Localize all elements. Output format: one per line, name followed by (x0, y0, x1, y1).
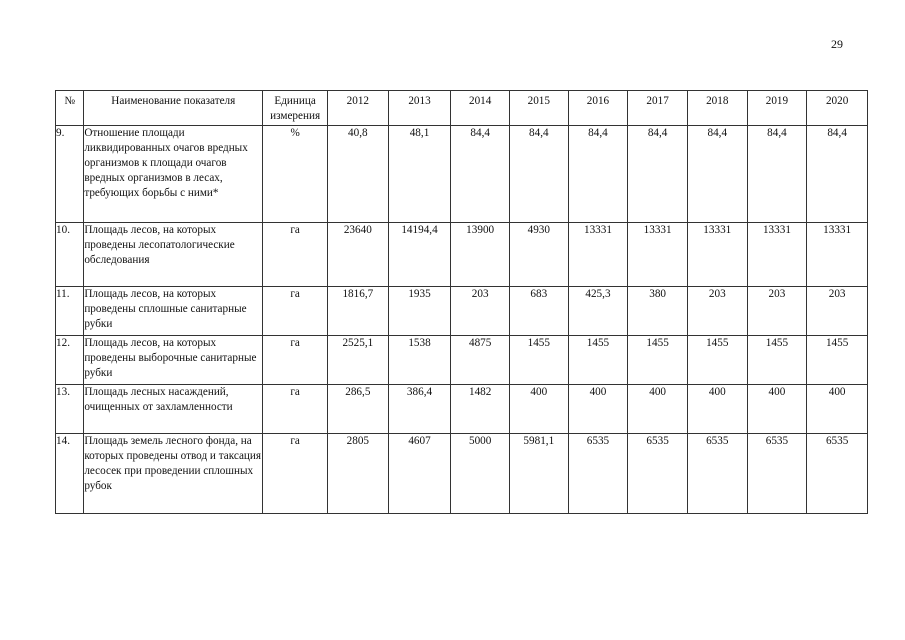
column-header-2020: 2020 (807, 91, 868, 126)
value-cell-2020: 1455 (807, 336, 868, 385)
value-cell-2012: 40,8 (327, 126, 388, 223)
indicator-name: Отношение площади ликвидированных очагов вредных организмов к площади очагов вредных организмов в лесах, требующих борьбы с ними* (84, 126, 263, 223)
value-cell-2018: 84,4 (687, 126, 747, 223)
value-cell-2018: 1455 (687, 336, 747, 385)
indicator-name: Площадь лесов, на которых проведены сплошные санитарные рубки (84, 287, 263, 336)
value-cell-2015: 5981,1 (509, 434, 568, 514)
column-header-2017: 2017 (628, 91, 688, 126)
value-cell-2017: 13331 (628, 223, 688, 287)
table-row (56, 385, 868, 434)
value-cell-2020: 13331 (807, 223, 868, 287)
row-number: 10. (56, 223, 84, 287)
column-header-2014: 2014 (451, 91, 510, 126)
unit-cell: га (263, 287, 328, 336)
row-number: 12. (56, 336, 84, 385)
value-cell-2015: 4930 (509, 223, 568, 287)
row-number: 11. (56, 287, 84, 336)
value-cell-2019: 84,4 (747, 126, 807, 223)
unit-cell: % (263, 126, 328, 223)
value-cell-2017: 6535 (628, 434, 688, 514)
column-header-2013: 2013 (388, 91, 451, 126)
value-cell-2012: 2525,1 (327, 336, 388, 385)
row-number: 14. (56, 434, 84, 514)
value-cell-2017: 1455 (628, 336, 688, 385)
column-header-2012: 2012 (327, 91, 388, 126)
column-header-name: Наименование показателя (84, 91, 263, 126)
column-header-2015: 2015 (509, 91, 568, 126)
value-cell-2013: 14194,4 (388, 223, 451, 287)
value-cell-2012: 23640 (327, 223, 388, 287)
value-cell-2012: 1816,7 (327, 287, 388, 336)
value-cell-2016: 425,3 (568, 287, 628, 336)
value-cell-2016: 1455 (568, 336, 628, 385)
column-header-2016: 2016 (568, 91, 628, 126)
value-cell-2015: 683 (509, 287, 568, 336)
unit-cell: га (263, 434, 328, 514)
indicators-table (55, 90, 868, 514)
value-cell-2016: 84,4 (568, 126, 628, 223)
value-cell-2014: 84,4 (451, 126, 510, 223)
value-cell-2014: 203 (451, 287, 510, 336)
row-number: 13. (56, 385, 84, 434)
value-cell-2019: 203 (747, 287, 807, 336)
value-cell-2018: 203 (687, 287, 747, 336)
value-cell-2014: 13900 (451, 223, 510, 287)
unit-cell: га (263, 385, 328, 434)
value-cell-2016: 13331 (568, 223, 628, 287)
value-cell-2012: 2805 (327, 434, 388, 514)
column-header-number: № (56, 91, 84, 126)
value-cell-2013: 48,1 (388, 126, 451, 223)
indicator-name: Площадь земель лесного фонда, на которых проведены отвод и таксация лесосек при проведении сплошных рубок (84, 434, 263, 514)
table-row (56, 434, 868, 514)
value-cell-2018: 400 (687, 385, 747, 434)
table-row (56, 126, 868, 223)
value-cell-2020: 84,4 (807, 126, 868, 223)
value-cell-2016: 6535 (568, 434, 628, 514)
table-row (56, 223, 868, 287)
row-number: 9. (56, 126, 84, 223)
value-cell-2015: 400 (509, 385, 568, 434)
value-cell-2019: 400 (747, 385, 807, 434)
value-cell-2020: 6535 (807, 434, 868, 514)
unit-cell: га (263, 223, 328, 287)
value-cell-2017: 400 (628, 385, 688, 434)
value-cell-2018: 6535 (687, 434, 747, 514)
value-cell-2014: 5000 (451, 434, 510, 514)
value-cell-2018: 13331 (687, 223, 747, 287)
page-number: 29 (831, 37, 843, 51)
value-cell-2020: 400 (807, 385, 868, 434)
value-cell-2012: 286,5 (327, 385, 388, 434)
indicator-name: Площадь лесов, на которых проведены лесопатологические обследования (84, 223, 263, 287)
column-header-unit: Единица измерения (263, 91, 328, 126)
header-row (56, 91, 868, 126)
value-cell-2019: 1455 (747, 336, 807, 385)
value-cell-2017: 84,4 (628, 126, 688, 223)
value-cell-2014: 1482 (451, 385, 510, 434)
value-cell-2014: 4875 (451, 336, 510, 385)
table-row (56, 287, 868, 336)
value-cell-2013: 4607 (388, 434, 451, 514)
value-cell-2019: 13331 (747, 223, 807, 287)
value-cell-2013: 386,4 (388, 385, 451, 434)
value-cell-2019: 6535 (747, 434, 807, 514)
value-cell-2016: 400 (568, 385, 628, 434)
value-cell-2020: 203 (807, 287, 868, 336)
value-cell-2015: 1455 (509, 336, 568, 385)
indicator-name: Площадь лесов, на которых проведены выборочные санитарные рубки (84, 336, 263, 385)
column-header-2018: 2018 (687, 91, 747, 126)
value-cell-2015: 84,4 (509, 126, 568, 223)
column-header-2019: 2019 (747, 91, 807, 126)
value-cell-2013: 1935 (388, 287, 451, 336)
value-cell-2013: 1538 (388, 336, 451, 385)
table-row (56, 336, 868, 385)
value-cell-2017: 380 (628, 287, 688, 336)
unit-cell: га (263, 336, 328, 385)
indicator-name: Площадь лесных насаждений, очищенных от захламленности (84, 385, 263, 434)
